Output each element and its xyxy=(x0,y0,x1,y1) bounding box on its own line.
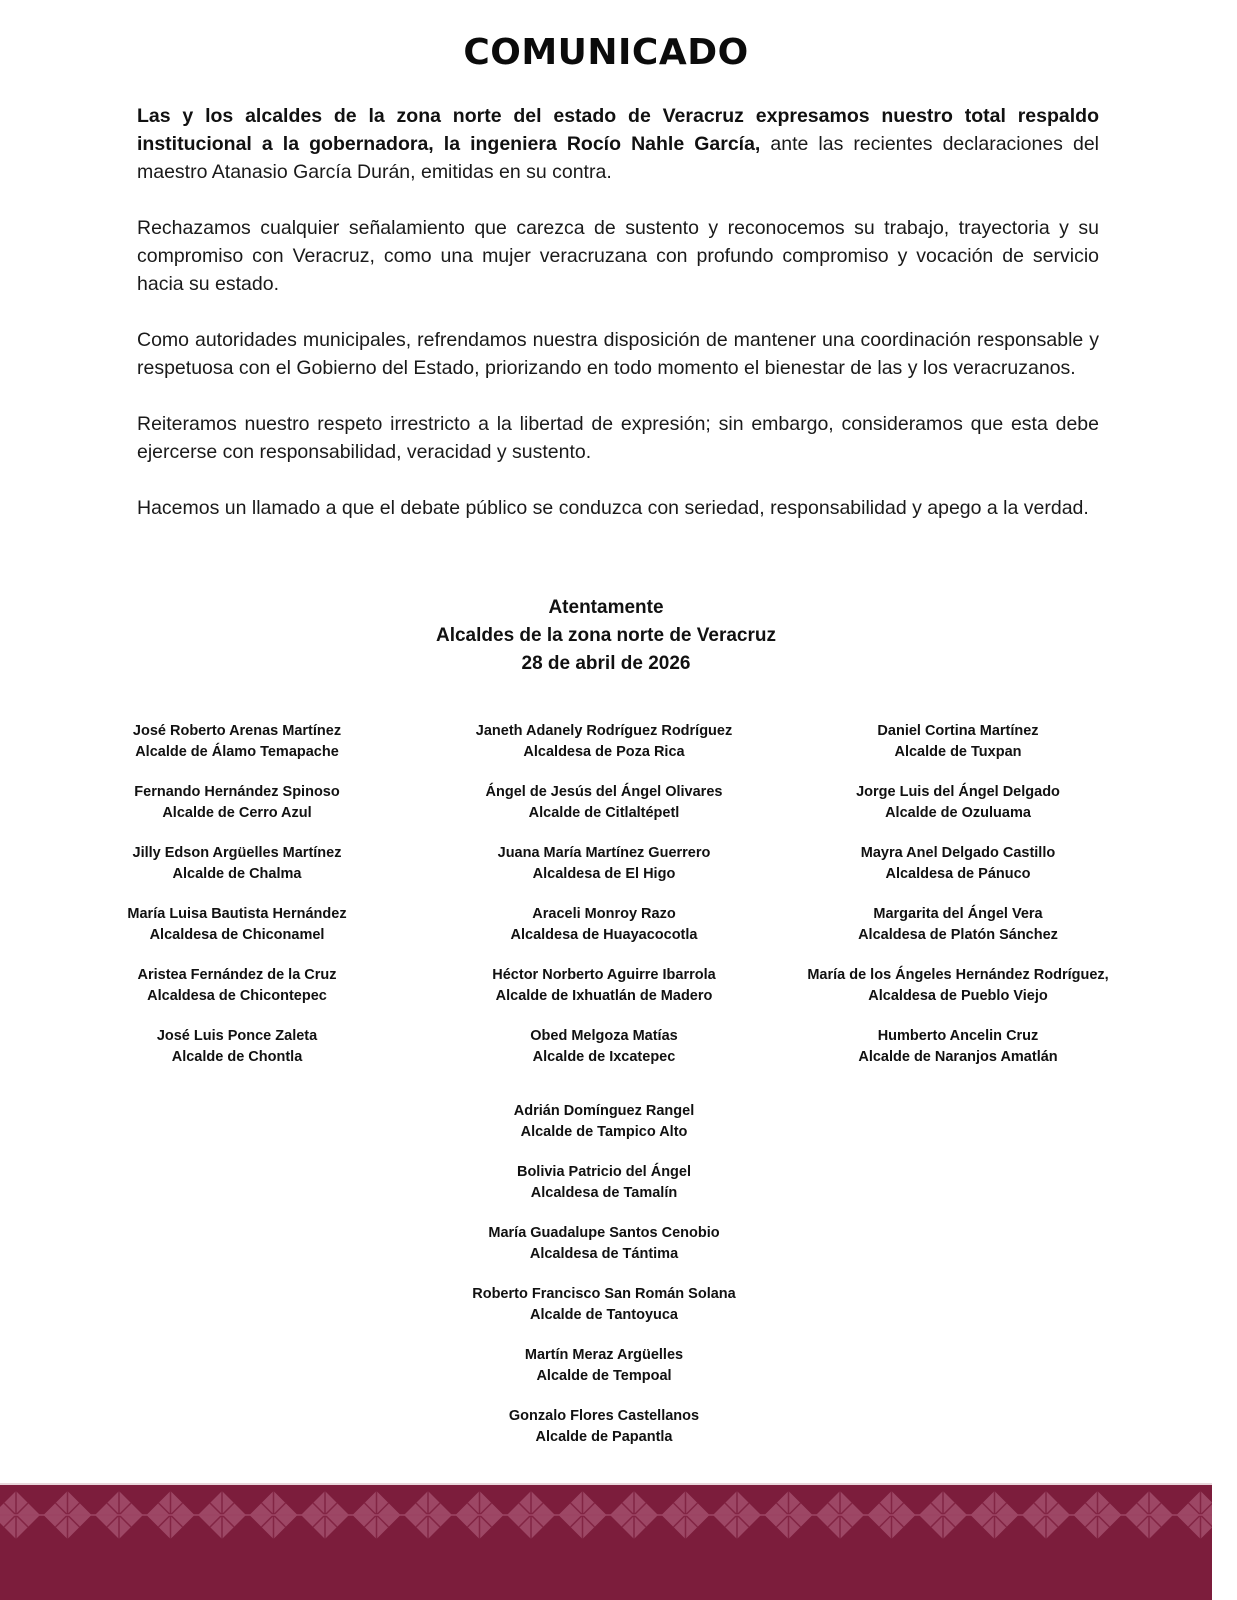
signature-entry xyxy=(57,904,417,965)
signature-entry xyxy=(758,904,1158,965)
signature-name: Adrián Domínguez Rangel xyxy=(513,1103,695,1119)
paragraph-3: Como autoridades municipales, refrendamos nuestra disposición de mantener una coordinación responsable y respetuosa con el Gobierno del Estado, priorizando en todo momento el bienestar de las y los veracruzanos. xyxy=(137,329,1099,379)
signature-entry xyxy=(424,843,784,904)
signature-entry xyxy=(57,843,417,904)
signature-role: Alcaldesa de El Higo xyxy=(532,865,676,882)
signatures-column-2 xyxy=(424,721,784,1087)
signature-role: Alcaldesa de Chicontepec xyxy=(147,987,327,1004)
signature-role: Alcalde de Papantla xyxy=(535,1428,673,1445)
signature-name: Fernando Hernández Spinoso xyxy=(134,784,340,800)
signature-role: Alcalde de Tuxpan xyxy=(894,743,1022,760)
signature-name: José Roberto Arenas Martínez xyxy=(132,723,342,739)
signatures-column-3 xyxy=(758,721,1158,1087)
signature-role: Alcalde de Naranjos Amatlán xyxy=(858,1048,1058,1065)
signature-entry xyxy=(424,721,784,782)
signature-name: Héctor Norberto Aguirre Ibarrola xyxy=(492,967,716,983)
signature-name: Araceli Monroy Razo xyxy=(532,906,676,922)
page-margin-strip xyxy=(1212,0,1237,1600)
signature-name: Aristea Fernández de la Cruz xyxy=(137,967,337,983)
signature-role: Alcaldesa de Platón Sánchez xyxy=(858,926,1058,943)
signature-name: Margarita del Ángel Vera xyxy=(873,906,1043,922)
signature-role: Alcalde de Tampico Alto xyxy=(520,1123,688,1140)
closing-salutation: Atentamente xyxy=(548,597,664,618)
signature-name: Bolivia Patricio del Ángel xyxy=(516,1164,692,1180)
signature-role: Alcaldesa de Tántima xyxy=(529,1245,679,1262)
signature-entry xyxy=(57,1026,417,1087)
signature-entry xyxy=(424,1162,784,1223)
signature-role: Alcalde de Chalma xyxy=(172,865,302,882)
signature-entry xyxy=(424,1406,784,1467)
signatures-center-column xyxy=(424,1101,784,1467)
document-body xyxy=(137,102,1099,550)
signature-name: Martín Meraz Argüelles xyxy=(524,1347,684,1363)
signature-name: Jorge Luis del Ángel Delgado xyxy=(856,784,1060,800)
signature-role: Alcalde de Tempoal xyxy=(536,1367,672,1384)
signature-role: Alcalde de Cerro Azul xyxy=(162,804,312,821)
signature-entry xyxy=(424,1345,784,1406)
paragraph-2: Rechazamos cualquier señalamiento que carezca de sustento y reconocemos su trabajo, trayectoria y su compromiso con Veracruz, como una mujer veracruzana con profundo compromiso y vocación de servicio hacia su estado. xyxy=(137,217,1099,295)
signature-entry xyxy=(57,721,417,782)
signature-role: Alcaldesa de Huayacocotla xyxy=(510,926,698,943)
signature-entry xyxy=(424,1223,784,1284)
signature-role: Alcalde de Ozuluama xyxy=(885,804,1031,821)
signature-role: Alcalde de Tantoyuca xyxy=(530,1306,678,1323)
signature-entry xyxy=(758,782,1158,843)
signature-name: Humberto Ancelin Cruz xyxy=(877,1028,1039,1044)
signature-entry xyxy=(758,721,1158,782)
paragraph-4: Reiteramos nuestro respeto irrestricto a la libertad de expresión; sin embargo, consideramos que esta debe ejercerse con responsabilidad, veracidad y sustento. xyxy=(137,413,1099,463)
signature-name: José Luis Ponce Zaleta xyxy=(156,1028,318,1044)
signature-role: Alcaldesa de Tamalín xyxy=(530,1184,678,1201)
signature-entry xyxy=(424,782,784,843)
signature-name: María Guadalupe Santos Cenobio xyxy=(488,1225,720,1241)
document-title: COMUNICADO xyxy=(463,32,749,73)
signature-name: Gonzalo Flores Castellanos xyxy=(508,1408,700,1424)
paragraph-5: Hacemos un llamado a que el debate público se conduzca con seriedad, responsabilidad y apego a la verdad. xyxy=(137,497,1089,519)
signature-entry xyxy=(57,782,417,843)
closing-block xyxy=(0,594,1212,678)
footer-band xyxy=(0,1483,1212,1600)
signature-name: Daniel Cortina Martínez xyxy=(877,723,1039,739)
paragraph-1 xyxy=(137,102,1099,186)
signature-entry xyxy=(758,843,1158,904)
signature-role: Alcalde de Ixcatepec xyxy=(532,1048,676,1065)
signature-entry xyxy=(57,965,417,1026)
signature-name: Mayra Anel Delgado Castillo xyxy=(860,845,1056,861)
signature-name: Jilly Edson Argüelles Martínez xyxy=(132,845,342,861)
closing-signatory: Alcaldes de la zona norte de Veracruz xyxy=(435,625,776,646)
signature-name: Ángel de Jesús del Ángel Olivares xyxy=(485,784,723,800)
paragraph-1-text: ante las recientes declaraciones del maestro Atanasio García Durán, emitidas en su contra. xyxy=(137,133,1099,183)
signature-name: Janeth Adanely Rodríguez Rodríguez xyxy=(475,723,733,739)
signature-role: Alcaldesa de Pueblo Viejo xyxy=(868,987,1048,1004)
signature-name: María de los Ángeles Hernández Rodríguez, xyxy=(807,967,1109,983)
signature-role: Alcalde de Álamo Temapache xyxy=(135,743,339,760)
signature-entry xyxy=(758,965,1158,1026)
signature-name: Juana María Martínez Guerrero xyxy=(497,845,711,861)
signature-entry xyxy=(424,904,784,965)
signature-role: Alcalde de Chontla xyxy=(171,1048,303,1065)
signature-name: María Luisa Bautista Hernández xyxy=(127,906,347,922)
paragraph-1-bold: Las y los alcaldes de la zona norte del estado de Veracruz expresamos nuestro total respaldo institucional a la gobernadora, la ingeniera Rocío Nahle García, xyxy=(137,105,1099,155)
signatures-column-1 xyxy=(57,721,417,1087)
signature-role: Alcaldesa de Poza Rica xyxy=(523,743,685,760)
signature-role: Alcaldesa de Pánuco xyxy=(885,865,1031,882)
signature-entry xyxy=(424,1101,784,1162)
signature-entry xyxy=(424,965,784,1026)
diamond-pattern-icon xyxy=(0,1485,1212,1600)
signature-entry xyxy=(758,1026,1158,1087)
signature-name: Roberto Francisco San Román Solana xyxy=(472,1286,736,1302)
signature-role: Alcalde de Ixhuatlán de Madero xyxy=(495,987,713,1004)
signature-entry xyxy=(424,1284,784,1345)
signature-name: Obed Melgoza Matías xyxy=(530,1028,678,1044)
signature-entry xyxy=(424,1026,784,1087)
signature-role: Alcaldesa de Chiconamel xyxy=(149,926,325,943)
closing-date: 28 de abril de 2026 xyxy=(521,653,691,674)
signature-role: Alcalde de Citlaltépetl xyxy=(528,804,680,821)
